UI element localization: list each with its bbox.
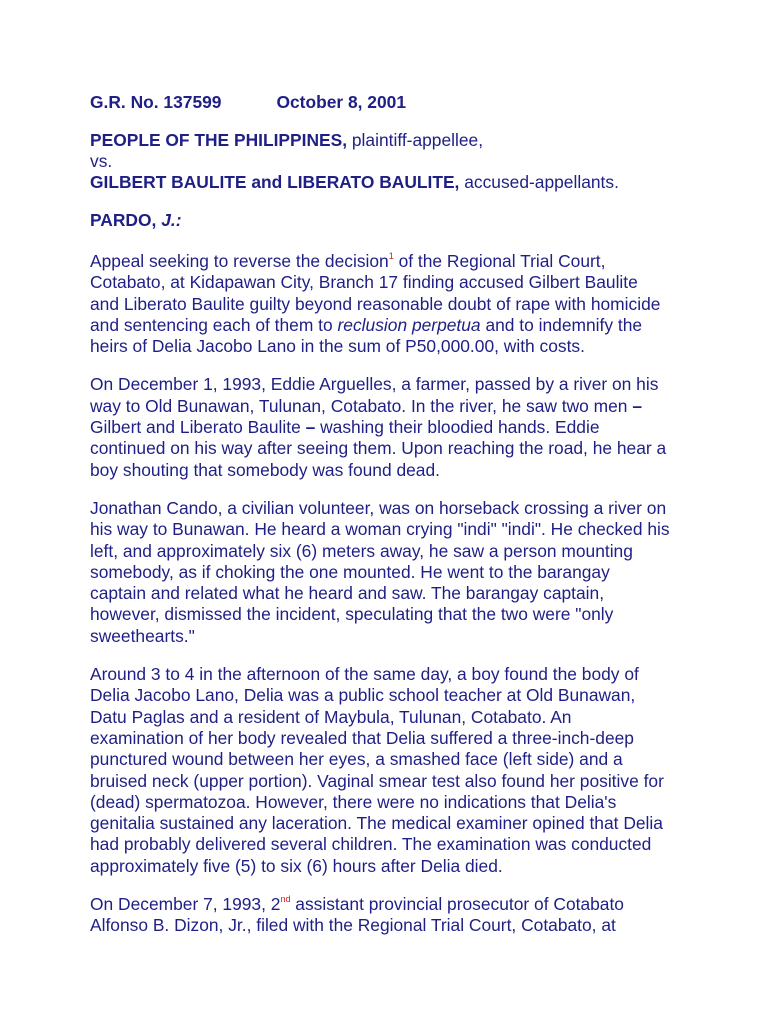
ponente-title: J.:	[161, 210, 182, 230]
case-number: G.R. No. 137599	[90, 92, 222, 112]
accused-line	[90, 172, 730, 193]
plaintiff-line	[90, 130, 730, 151]
plaintiff-role: plaintiff-appellee,	[347, 130, 484, 150]
footnote-ref: 1	[388, 251, 394, 262]
accused-role: accused-appellants.	[459, 172, 619, 192]
plaintiff-name: PEOPLE OF THE PHILIPPINES,	[90, 130, 348, 150]
paragraph-1: Appeal seeking to reverse the decision$^1$ of the Regional Trial Court, Cotabato, at Kidapawan City, Branch 17 finding accused Gilbert Baulite and Liberato Baulite guilty beyond reasonable doubt of rape with homicide and sentencing each of them to reclusion perpetua and to indemnify the heirs of Delia Jacobo Lano in the sum of P50,000.00, with costs.	[90, 251, 661, 357]
paragraph-3: Jonathan Cando, a civilian volunteer, was on horseback crossing a river on his way to Bunawan. He heard a woman crying "indi" "indi". He checked his left, and approximately six (6) meters away, he saw a person mounting somebody, as if choking the one mounted. He went to the barangay captain and related what he heard and saw. The barangay captain, however, dismissed the incident, speculating that the two were "only sweethearts."	[90, 497, 670, 646]
paragraph-2: On December 1, 1993, Eddie Arguelles, a farmer, passed by a river on his way to Old Bunawan, Tulunan, Cotabato. In the river, he saw two men – Gilbert and Liberato Baulite – washing their bloodied hands. Eddie continued on his way after seeing them. Upon reaching the road, he hear a boy shouting that somebody was found dead.	[90, 374, 667, 480]
accused-names: GILBERT BAULITE and LIBERATO BAULITE,	[90, 172, 460, 192]
versus-line: vs.	[90, 151, 113, 171]
document-page	[90, 92, 730, 937]
paragraph-4: Around 3 to 4 in the afternoon of the same day, a boy found the body of Delia Jacobo Lano, Delia was a public school teacher at Old Bunawan, Datu Paglas and a resident of Maybula, Tulunan, Cotabato. An examination of her body revealed that Delia suffered a three-inch-deep punctured wound between her eyes, a smashed face (left side) and a bruised neck (upper portion). Vaginal smear test also found her positive for (dead) spermatozoa. However, there were no indications that Delia's genitalia sustained any laceration. The medical examiner opined that Delia had probably delivered several children. The examination was conducted approximately five (5) to six (6) hours after Delia died.	[90, 664, 664, 876]
paragraph-5: On December 7, 1993, 2nd assistant provincial prosecutor of Cotabato Alfonso B. Dizon, Jr., filed with the Regional Trial Court, Cotabato, at	[90, 894, 624, 936]
ponente-name: PARDO,	[90, 210, 162, 230]
case-header	[90, 92, 730, 113]
case-parties	[90, 130, 730, 193]
case-date: October 8, 2001	[276, 92, 406, 112]
ordinal-suffix: nd	[280, 894, 291, 905]
ponente-line	[90, 210, 730, 231]
